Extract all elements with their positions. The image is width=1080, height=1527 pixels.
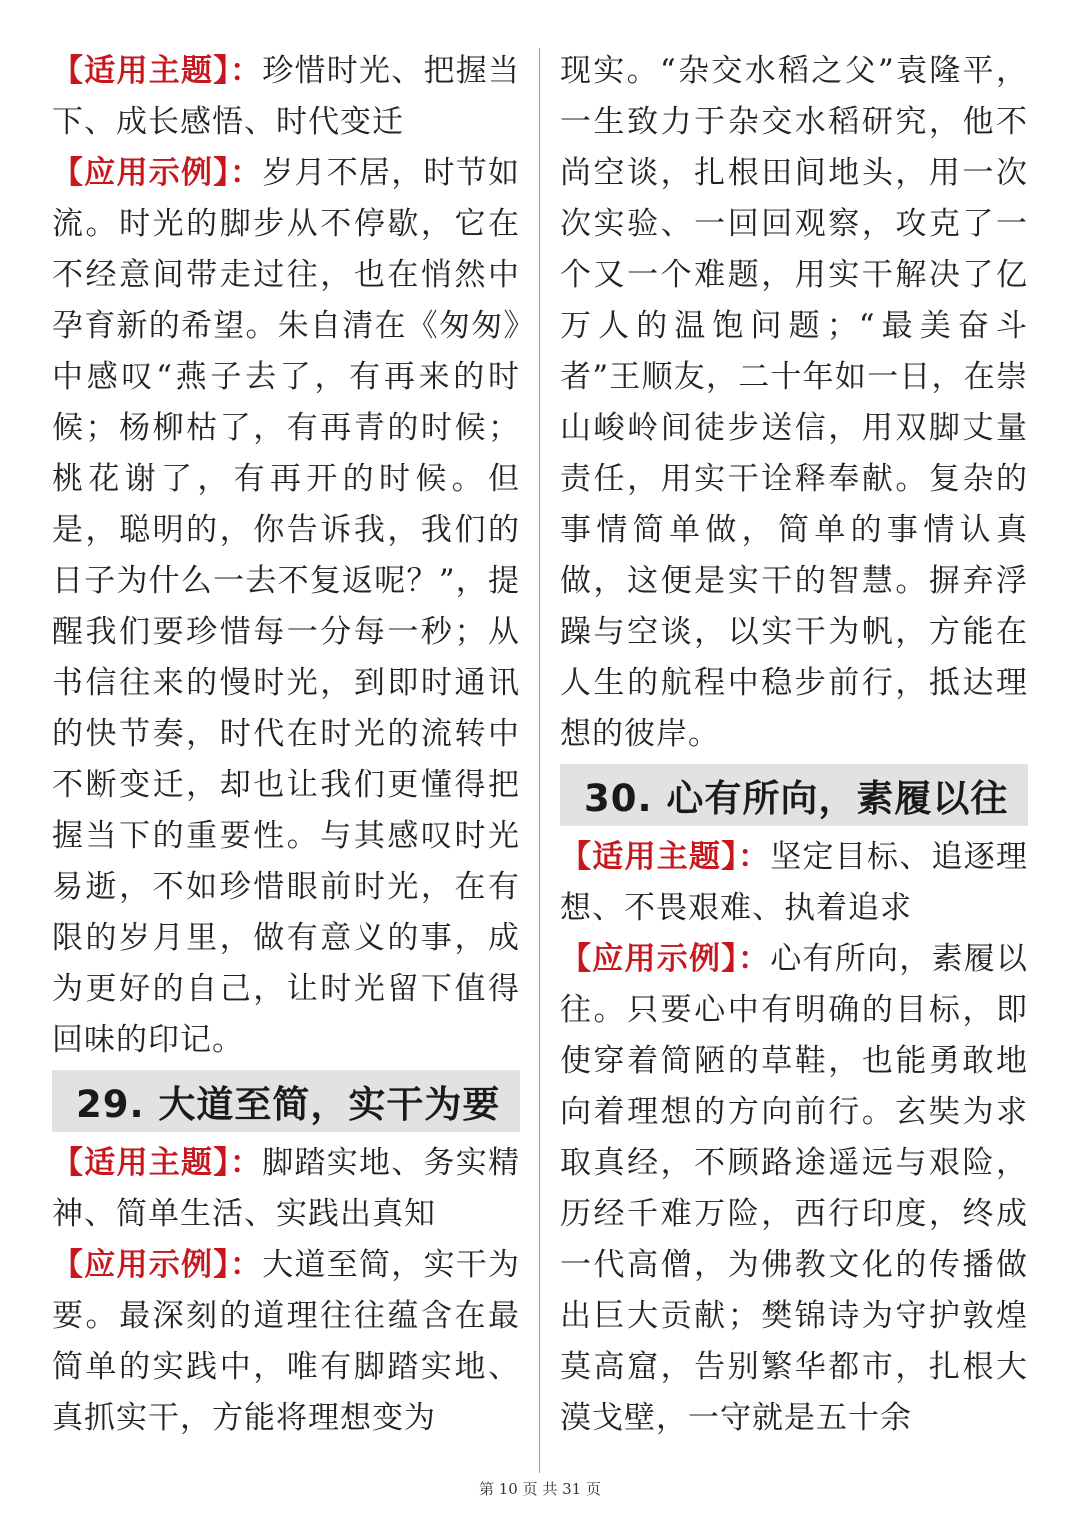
column-divider <box>539 48 540 1473</box>
theme-text: 珍惜时光、把握当下、成长感悟、时代变迁 <box>52 53 520 140</box>
example-label: 【应用示例】： <box>52 1247 263 1283</box>
example-paragraph-30 <box>560 934 1028 1444</box>
theme-label: 【适用主题】： <box>52 53 263 89</box>
theme-label: 【适用主题】： <box>52 1145 263 1181</box>
theme-paragraph-30 <box>560 832 1028 934</box>
right-column <box>560 46 1028 1444</box>
example-label: 【应用示例】： <box>560 941 771 977</box>
theme-paragraph-29 <box>52 1138 520 1240</box>
section-title-30: 30. 心有所向，素履以往 <box>560 764 1028 826</box>
theme-label: 【适用主题】： <box>560 839 771 875</box>
page-footer: 第 10 页 共 31 页 <box>478 1480 601 1498</box>
theme-text: 坚定目标、追逐理想、不畏艰难、执着追求 <box>560 839 1028 926</box>
section-title-29: 29. 大道至简，实干为要 <box>52 1070 520 1132</box>
example-text: 心有所向，素履以往。只要心中有明确的目标，即使穿着简陋的草鞋，也能勇敢地向着理想的方向前行。玄奘为求取真经，不顾路途遥远与艰险，历经千难万险，西行印度，终成一代高僧，为佛教文化的传播做出巨大贡献；樊锦诗为守护敦煌莫高窟，告别繁华都市，扎根大漠戈壁，一守就是五十余 <box>560 941 1028 1436</box>
example-paragraph-28 <box>52 148 520 1066</box>
continued-paragraph-29: 现实。“杂交水稻之父”袁隆平，一生致力于杂交水稻研究，他不尚空谈，扎根田间地头，用一次次实验、一回回观察，攻克了一个又一个难题，用实干解决了亿万人的温饱问题；“最美奋斗者”王顺友，二十年如一日，在崇山峻岭间徒步送信，用双脚丈量责任，用实干诠释奉献。复杂的事情简单做，简单的事情认真做，这便是实干的智慧。摒弃浮躁与空谈，以实干为帆，方能在人生的航程中稳步前行，抵达理想的彼岸。 <box>560 53 1028 752</box>
example-text: 岁月不居，时节如流。时光的脚步从不停歇，它在不经意间带走过往，也在悄然中孕育新的希望。朱自清在《匆匆》中感叹“燕子去了，有再来的时候；杨柳枯了，有再青的时候；桃花谢了，有再开的时候。但是，聪明的，你告诉我，我们的日子为什么一去不复返呢？”，提醒我们要珍惜每一分每一秒；从书信往来的慢时光，到即时通讯的快节奏，时代在时光的流转中不断变迁，却也让我们更懂得把握当下的重要性。与其感叹时光易逝，不如珍惜眼前时光，在有限的岁月里，做有意义的事，成为更好的自己，让时光留下值得回味的印记。 <box>52 155 520 1058</box>
left-column <box>52 46 520 1444</box>
example-text: 大道至简，实干为要。最深刻的道理往往蕴含在最简单的实践中，唯有脚踏实地、真抓实干，方能将理想变为 <box>52 1247 520 1436</box>
example-label: 【应用示例】： <box>52 155 263 191</box>
example-paragraph-29 <box>52 1240 520 1444</box>
theme-paragraph-28 <box>52 46 520 148</box>
theme-text: 脚踏实地、务实精神、简单生活、实践出真知 <box>52 1145 520 1232</box>
